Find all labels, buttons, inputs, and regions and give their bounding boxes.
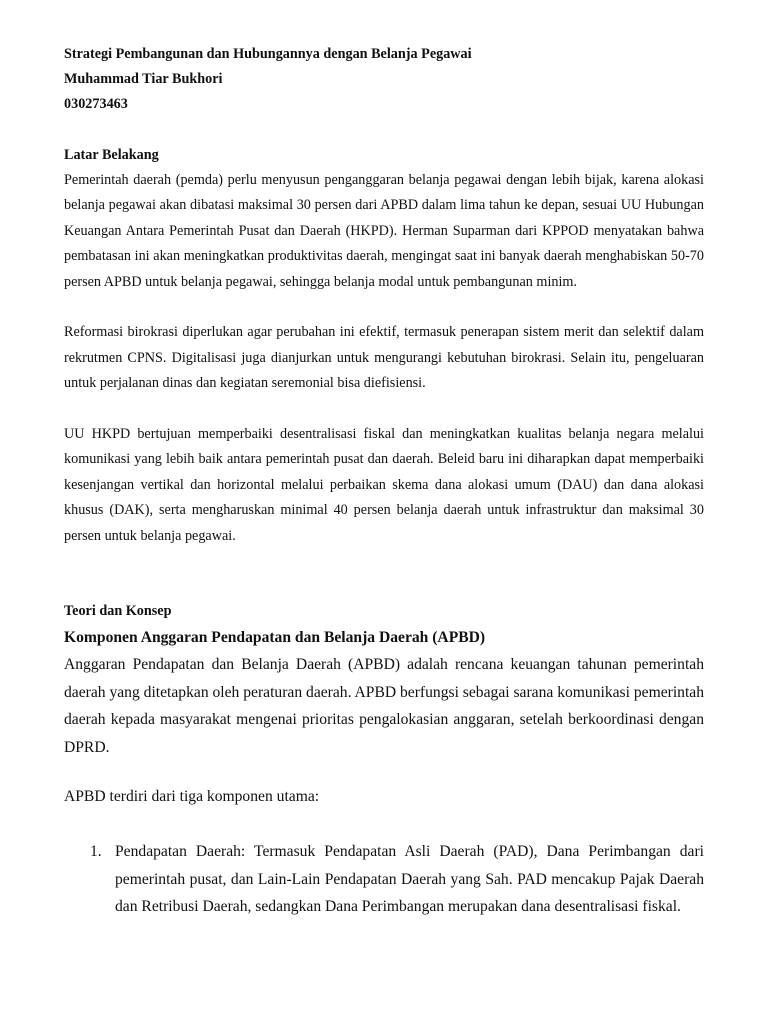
section-heading-theory: Teori dan Konsep: [64, 603, 172, 620]
background-paragraph: Pemerintah daerah (pemda) perlu menyusun penganggaran belanja pegawai dengan lebih bijak, karena alokasi belanja pegawai akan dibatasi maksimal 30 persen dari APBD dalam lima tahun ke depan, sesuai UU Hubungan Keuangan Antara Pemerintah Pusat dan Daerah (HKPD). Herman Suparman dari KPPOD menyatakan bahwa pembatasan ini akan meningkatkan produktivitas daerah, mengingat saat ini banyak daerah menghabiskan 50-70 persen APBD untuk belanja pegawai, sehingga belanja modal untuk pembangunan minim.: [64, 172, 704, 290]
document-title: Strategi Pembangunan dan Hubungannya dengan Belanja Pegawai: [64, 46, 472, 62]
document-page: [64, 42, 704, 921]
apbd-components-lead: APBD terdiri dari tiga komponen utama:: [64, 788, 320, 806]
list-item: [64, 838, 704, 921]
section-heading-background: Latar Belakang: [64, 147, 159, 163]
apbd-definition-paragraph: Anggaran Pendapatan dan Belanja Daerah (APBD) adalah rencana keuangan tahunan pemerintah daerah yang ditetapkan oleh peraturan daerah. APBD berfungsi sebagai sarana komunikasi pemerintah daerah kepada masyarakat mengenai prioritas pengalokasian anggaran, setelah berkoordinasi dengan DPRD.: [64, 656, 704, 756]
apbd-components-list: [64, 838, 704, 921]
background-paragraph: Reformasi birokrasi diperlukan agar perubahan ini efektif, termasuk penerapan sistem merit dan selektif dalam rekrutmen CPNS. Digitalisasi juga dianjurkan untuk mengurangi kebutuhan birokrasi. Selain itu, pengeluaran untuk perjalanan dinas dan kegiatan seremonial bisa diefisiensi.: [64, 324, 704, 392]
list-item-number: 1.: [90, 843, 102, 861]
subsection-heading-apbd: Komponen Anggaran Pendapatan dan Belanja Daerah (APBD): [64, 629, 486, 647]
author-name: Muhammad Tiar Bukhori: [64, 71, 223, 87]
background-paragraph: UU HKPD bertujuan memperbaiki desentralisasi fiskal dan meningkatkan kualitas belanja negara melalui komunikasi yang lebih baik antara pemerintah pusat dan daerah. Beleid baru ini diharapkan dapat memperbaiki kesenjangan vertikal dan horizontal melalui perbaikan skema dana alokasi umum (DAU) dan dana alokasi khusus (DAK), serta mengharuskan minimal 40 persen belanja daerah untuk infrastruktur dan maksimal 30 persen untuk belanja pegawai.: [64, 426, 704, 544]
list-item-text: Pendapatan Daerah: Termasuk Pendapatan Asli Daerah (PAD), Dana Perimbangan dari pemerintah pusat, dan Lain-Lain Pendapatan Daerah yang Sah. PAD mencakup Pajak Daerah dan Retribusi Daerah, sedangkan Dana Perimbangan merupakan dana desentralisasi fiskal.: [115, 843, 704, 916]
student-id: 030273463: [64, 96, 128, 112]
